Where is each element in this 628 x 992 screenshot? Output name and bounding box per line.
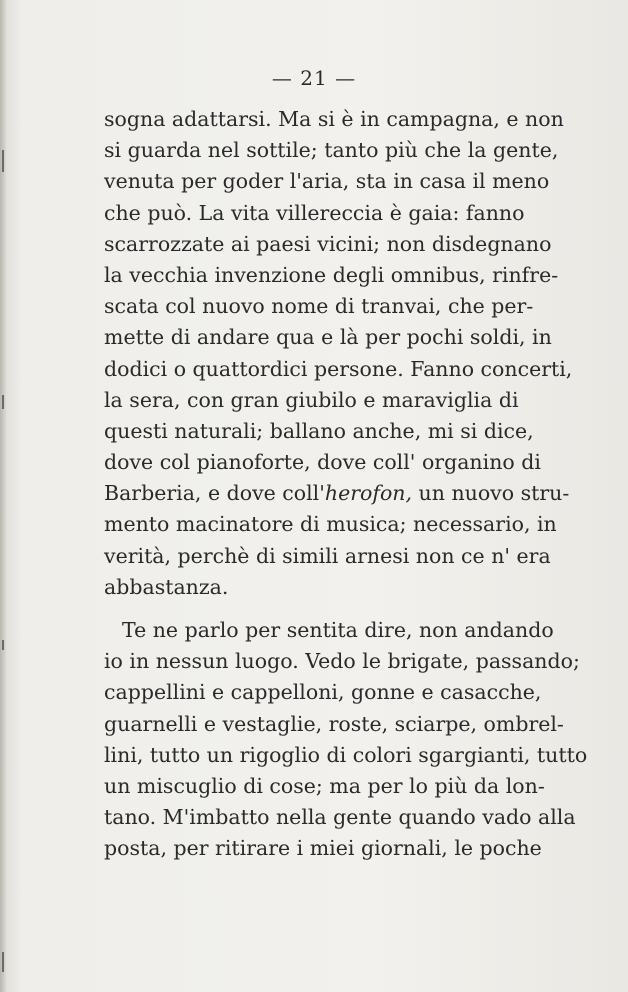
text-line: la sera, con gran giubilo e maraviglia di <box>104 387 519 412</box>
text-line: scata col nuovo nome di tranvai, che per- <box>104 294 534 319</box>
italic-word: herofon, <box>324 481 412 506</box>
text-line: questi naturali; ballano anche, mi si dice, <box>104 418 534 443</box>
paragraph-1 <box>104 104 573 603</box>
text-line: mento macinatore di musica; necessario, in <box>104 512 557 537</box>
text-line: un miscuglio di cose; ma per lo più da lon- <box>104 773 545 798</box>
edge-mark <box>2 395 4 409</box>
text-line: verità, perchè di simili arnesi non ce n' era <box>104 543 551 568</box>
text-line-with-italic <box>104 478 570 509</box>
text-line: tano. M'imbatto nella gente quando vado alla <box>104 805 576 830</box>
text-line: la vecchia invenzione degli omnibus, rinfre- <box>104 262 559 287</box>
body-text <box>104 104 588 865</box>
text-line: che può. La vita villereccia è gaia: fanno <box>104 200 525 225</box>
edge-mark <box>2 150 4 172</box>
text-line: sogna adattarsi. Ma si è in campagna, e non <box>104 107 564 131</box>
text-segment: Barberia, e dove coll' <box>104 481 325 506</box>
page-number: — 21 — <box>271 66 357 90</box>
edge-mark <box>2 640 4 650</box>
page-binding-edge <box>0 0 6 992</box>
text-line: si guarda nel sottile; tanto più che la gente, <box>104 138 559 163</box>
text-line: Te ne parlo per sentita dire, non andando <box>122 618 554 642</box>
text-line: mette di andare qua e là per pochi soldi, in <box>104 325 552 350</box>
text-line: guarnelli e vestaglie, roste, sciarpe, ombrel- <box>104 711 564 736</box>
text-line: dodici o quattordici persone. Fanno concerti, <box>104 356 573 381</box>
text-line: venuta per goder l'aria, sta in casa il meno <box>104 169 550 194</box>
paragraph-2 <box>104 615 588 865</box>
text-line: abbastanza. <box>104 574 229 599</box>
text-line: posta, per ritirare i miei giornali, le poche <box>104 836 542 861</box>
text-line: scarrozzate ai paesi vicini; non disdegnano <box>104 231 552 256</box>
text-segment: un nuovo stru- <box>412 481 570 506</box>
text-line: cappellini e cappelloni, gonne e casacche, <box>104 680 542 705</box>
text-line: lini, tutto un rigoglio di colori sgargianti, tutto <box>104 742 588 767</box>
text-line: dove col pianoforte, dove coll' organino di <box>104 450 541 475</box>
edge-mark <box>2 952 4 972</box>
text-line: io in nessun luogo. Vedo le brigate, passando; <box>104 649 580 674</box>
